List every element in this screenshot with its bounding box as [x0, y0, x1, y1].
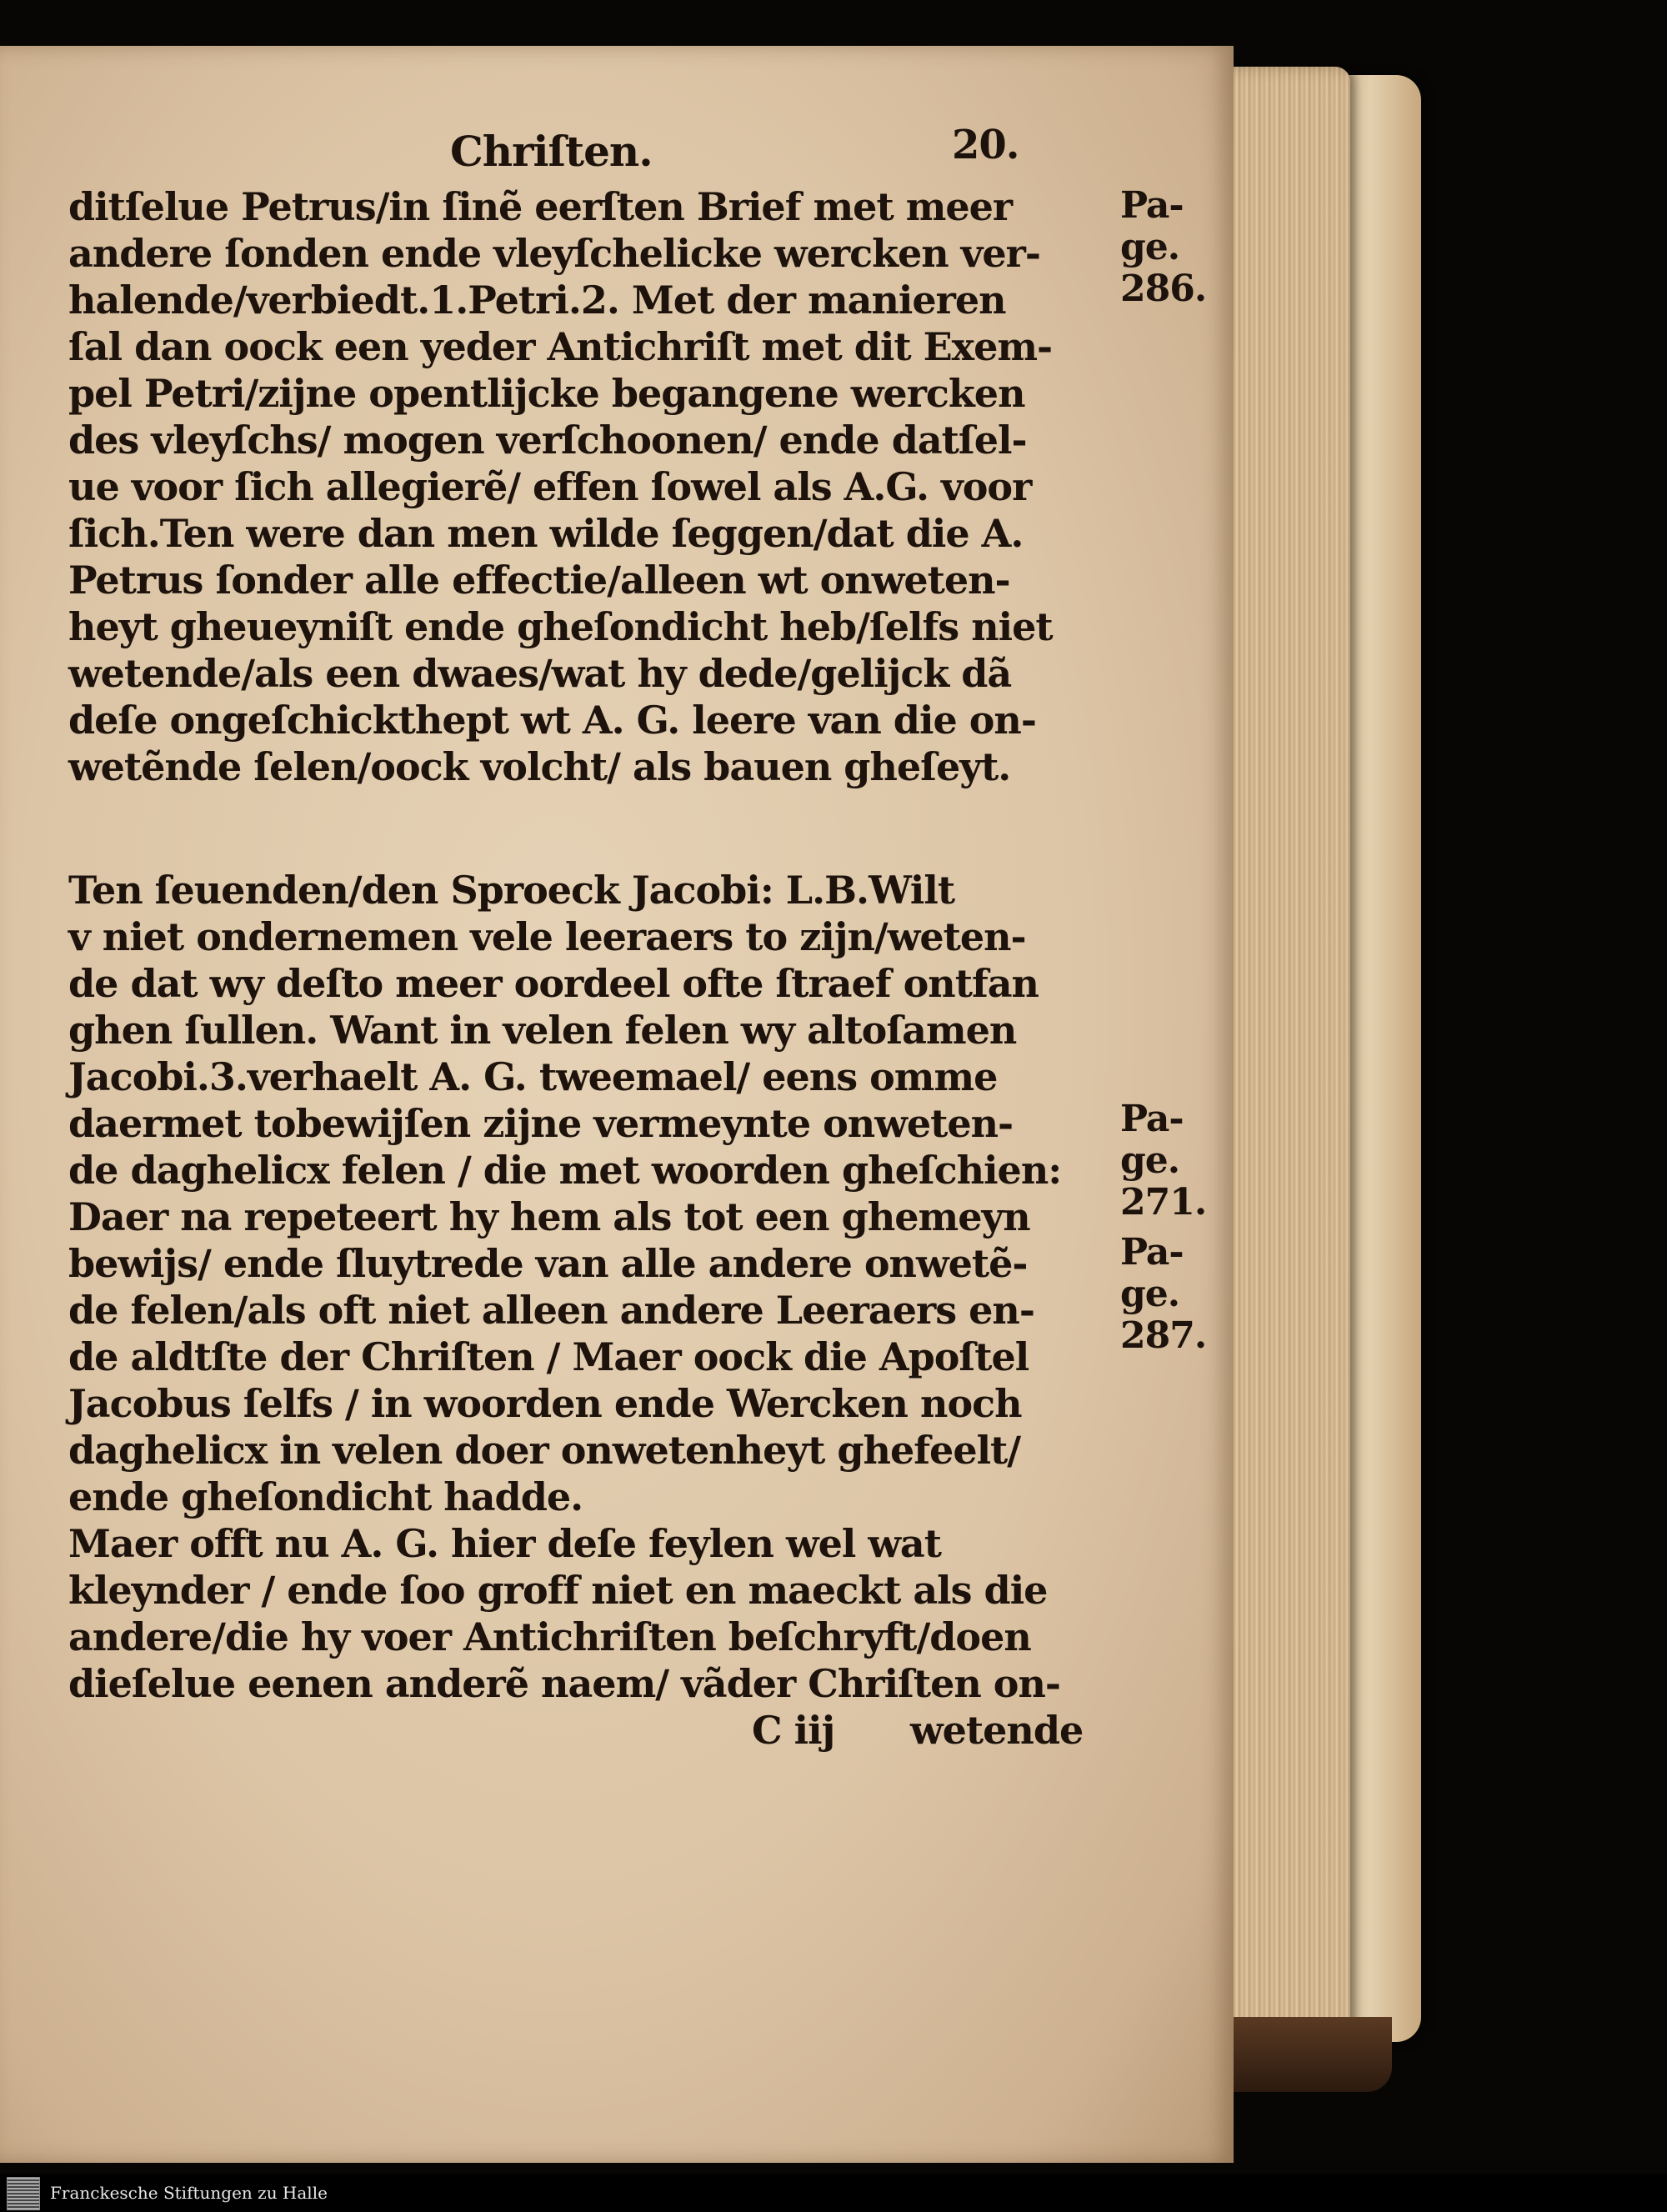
- body-line: Jacobus ſelfs / in woorden ende Wercken noch: [68, 1381, 1022, 1426]
- body-line: wetẽnde ſelen/oock volcht/ als bauen gheſeyt.: [68, 744, 1011, 789]
- body-line: andere ſonden ende vleyſchelicke wercken ver-: [68, 231, 1041, 276]
- signature-mark: C iij: [752, 1708, 835, 1753]
- catchword: wetende: [910, 1708, 1084, 1753]
- footer-bar: [0, 2174, 1667, 2212]
- body-line: bewijs/ ende ſluytrede van alle andere onwetẽ-: [68, 1241, 1028, 1286]
- book-page: [0, 46, 1234, 2163]
- body-line: ue voor ſich allegierẽ/ effen ſowel als A.G. voor: [68, 464, 1032, 509]
- body-line: heyt gheueyniſt ende gheſondicht heb/ſelfs niet: [68, 604, 1053, 649]
- body-line: deſe ongeſchickthept wt A. G. leere van die on-: [68, 698, 1036, 743]
- body-line: des vleyſchs/ mogen verſchoonen/ ende datſel-: [68, 418, 1027, 463]
- body-line: Jacobi.3.verhaelt A. G. tweemael/ eens omme: [68, 1054, 998, 1099]
- body-line: halende/verbiedt.1.Petri.2. Met der manieren: [68, 278, 1006, 323]
- margin-note-line: 271.: [1120, 1181, 1207, 1224]
- body-line: ende gheſondicht hadde.: [68, 1474, 583, 1519]
- body-line: Daer na repeteert hy hem als tot een ghemeyn: [68, 1194, 1030, 1239]
- margin-note-line: ge.: [1120, 226, 1180, 268]
- running-title: Chriſten.: [450, 127, 653, 176]
- margin-note-line: ge.: [1120, 1273, 1180, 1315]
- body-line: de dat wy deſto meer oordeel ofte ſtraef ontfan: [68, 961, 1039, 1006]
- body-line: dieſelue eenen anderẽ naem/ vãder Chriſten on-: [68, 1661, 1061, 1706]
- body-line: wetende/als een dwaes/wat hy dede/gelijck dã: [68, 651, 1012, 696]
- library-logo-icon: [7, 2177, 40, 2210]
- footer-credit: Franckesche Stiftungen zu Halle: [50, 2183, 328, 2203]
- body-line: v niet ondernemen vele leeraers to zijn/weten-: [68, 914, 1026, 959]
- body-line: Petrus ſonder alle effectie/alleen wt onweten-: [68, 558, 1010, 603]
- margin-note-line: ge.: [1120, 1139, 1180, 1182]
- folio-number: 20.: [952, 122, 1019, 168]
- body-line: Ten ſeuenden/den Sproeck Jacobi: L.B.Wilt: [68, 868, 955, 913]
- body-line: ditſelue Petrus/in ſinẽ eerſten Brief met meer: [68, 184, 1013, 229]
- body-line: andere/die hy voer Antichriſten beſchryft/doen: [68, 1614, 1031, 1659]
- body-line: daermet tobewijſen zijne vermeynte onweten-: [68, 1101, 1014, 1146]
- body-line: ſal dan oock een yeder Antichriſt met dit Exem-: [68, 324, 1053, 369]
- body-line: Maer offt nu A. G. hier deſe feylen wel wat: [68, 1521, 941, 1566]
- body-line: ſich.Ten were dan men wilde ſeggen/dat die A.: [68, 511, 1024, 556]
- margin-note-line: Pa-: [1120, 184, 1184, 227]
- body-line: pel Petri/zijne opentlijcke begangene wercken: [68, 371, 1025, 416]
- margin-note-line: 286.: [1120, 268, 1207, 310]
- body-line: de aldtſte der Chriſten / Maer oock die Apoſtel: [68, 1334, 1029, 1379]
- body-line: kleynder / ende ſoo groff niet en maeckt als die: [68, 1568, 1048, 1613]
- body-line: ghen ſullen. Want in velen felen wy altoſamen: [68, 1008, 1017, 1053]
- body-line: de felen/als oft niet alleen andere Leeraers en-: [68, 1288, 1034, 1333]
- margin-note-line: Pa-: [1120, 1231, 1184, 1274]
- margin-note-line: 287.: [1120, 1314, 1207, 1357]
- body-line: de daghelicx felen / die met woorden gheſchien:: [68, 1148, 1062, 1193]
- body-line: daghelicx in velen doer onwetenheyt ghefeelt/: [68, 1428, 1021, 1473]
- margin-note-line: Pa-: [1120, 1098, 1184, 1140]
